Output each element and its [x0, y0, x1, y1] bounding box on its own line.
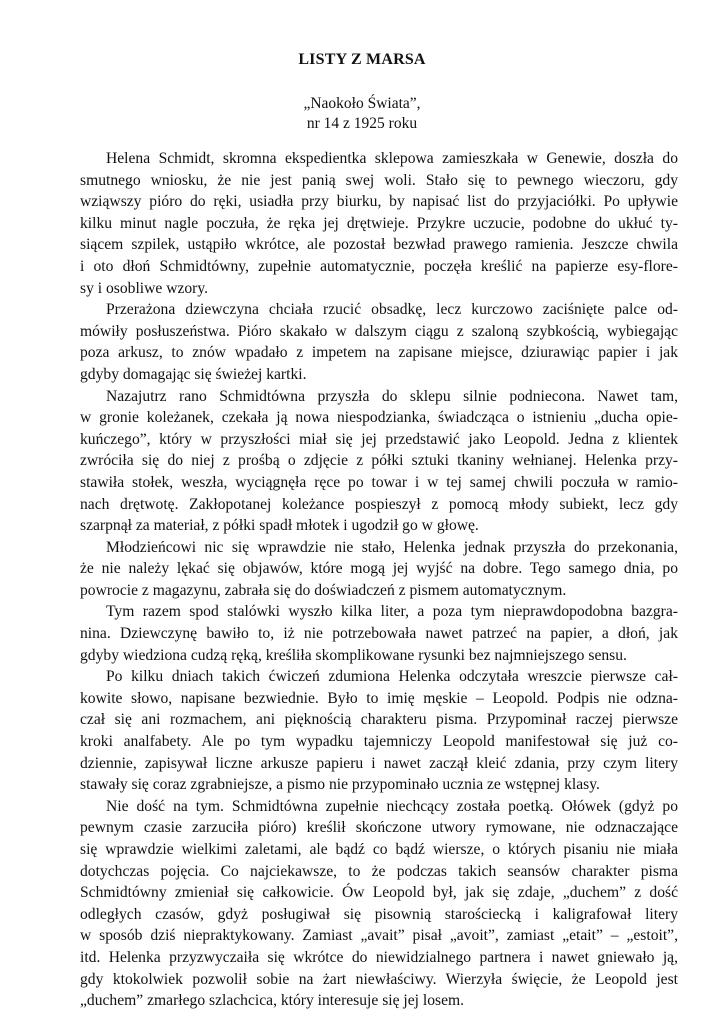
paragraph-line: się wprawdzie wielkimi zaletami, ale bądź co bądź wiersze, o których pisaniu nie miała: [80, 841, 678, 858]
paragraph-line: stawiła stołek, weszła, wyciągnęła ręce po towar i w tej samej chwili poczuła w ramio-: [80, 473, 678, 491]
paragraph-line: Przerażona dziewczyna chciała rzucić obsadkę, lecz kurczowo zaciśnięte palce od-: [106, 301, 678, 319]
paragraph-line: kuńczego”, który w przyszłości miał się jej przedstawić jako Leopold. Jedna z klientek: [80, 430, 678, 448]
paragraph-line: smutnego wniosku, że nie jest panią swej woli. Stało się to pewnego wieczoru, gdy: [80, 171, 678, 189]
paragraph-line: Młodzieńcowi nic się wprawdzie nie stało, Helenka jednak przyszła do przekonania,: [106, 538, 678, 556]
paragraph-line: kroki analfabety. Ale po tym wypadku tajemniczy Leopold manifestował się już co-: [80, 733, 678, 751]
paragraph: [80, 299, 678, 385]
source-line-1: „Naokoło Świata”,: [303, 95, 421, 112]
paragraph: [80, 796, 678, 1012]
paragraph: [80, 537, 678, 602]
paragraph-line: szarpnął za materiał, z półki spadł młotek i ugodził go w głowę.: [80, 517, 479, 535]
paragraph-line: siącem szpilek, ustąpiło wkrótce, ale pozostał bezwład prawego ramienia. Jeszcze chwila: [80, 236, 678, 254]
paragraph: [80, 148, 678, 299]
paragraph-line: Tym razem spod stalówki wyszło kilka liter, a poza tym nieprawdopodobna bazgra-: [106, 603, 678, 621]
paragraph-line: mówiły posłuszeństwa. Pióro skakało w dalszym ciągu z szaloną szybkością, wybiegając: [80, 322, 678, 340]
paragraph-line: dziennie, zapisywał liczne arkusze papieru i nawet zaczął kleić zdania, przy czym litery: [80, 754, 678, 772]
paragraph-line: Nazajutrz rano Schmidtówna przyszła do sklepu silnie podniecona. Nawet tam,: [106, 387, 678, 405]
paragraph-line: Nie dość na tym. Schmidtówna zupełnie niechcący została poetką. Ołówek (gdyż po: [106, 797, 678, 815]
paragraph-line: sy i osobliwe wzory.: [80, 279, 209, 297]
paragraph-line: powrocie z magazynu, zabrała się do doświadczeń z pismem automatycznym.: [80, 581, 567, 599]
source-citation: [0, 94, 724, 134]
paragraph-line: w gronie koleżanek, czekała ją nowa niespodzianka, świadcząca o istnieniu „ducha opie-: [80, 409, 678, 427]
paragraph-line: nina. Dziewczynę bawiło to, iż nie potrzebowała nawet patrzeć na papier, a dłoń, jak: [80, 625, 678, 643]
paragraph-line: Helena Schmidt, skromna ekspedientka sklepowa zamieszkała w Genewie, doszła do: [106, 150, 678, 167]
paragraph-line: w sposób dziś niepraktykowany. Zamiast „avait” pisał „avoit”, zamiast „etait” – „estoit”,: [80, 927, 678, 945]
paragraph-line: gdyby domagając się świeżej kartki.: [80, 365, 307, 383]
paragraph-line: kowite słowo, napisane bezwiednie. Było to imię męskie – Leopold. Podpis nie odzna-: [80, 689, 678, 707]
paragraph-line: zwróciła się do niej z prośbą o zdjęcie z półki sztuki tkaniny wełnianej. Helenka przy-: [80, 452, 678, 470]
paragraph-line: gdyby wiedziona cudzą ręką, kreśliła skomplikowane rysunki bez najmniejszego sensu.: [80, 646, 627, 664]
paragraph-line: gdy ktokolwiek pozwolił sobie na żart niewłaściwy. Wierzyła święcie, że Leopold jest: [80, 970, 678, 988]
paragraph: [80, 386, 678, 537]
paragraph-line: „duchem” zmarłego szlachcica, który interesuje się jej losem.: [80, 992, 465, 1010]
paragraph-line: poza arkusz, to znów wpadało z impetem na zapisane miejsce, dziurawiąc papier i jak: [80, 344, 678, 362]
paragraph-line: czał się ani rozmachem, ani pięknością charakteru pisma. Przypominał raczej pierwsze: [80, 711, 678, 729]
source-line-2: nr 14 z 1925 roku: [306, 115, 418, 132]
paragraph-line: itd. Helenka przyzwyczaiła się wkrótce do niewidzialnego partnera i nawet gniewało ją,: [80, 948, 678, 966]
paragraph-line: odległych czasów, gdyż posługiwał się pisownią starościecką i kaligrafował litery: [80, 905, 678, 923]
document-title: LISTY Z MARSA: [298, 51, 426, 68]
paragraph: [80, 601, 678, 666]
paragraph-line: pewnym czasie zarzuciła pióro) kreślił skończone utwory rymowane, nie odznaczające: [80, 819, 678, 837]
paragraph-line: stawały się coraz zgrabniejsze, a pismo nie przypominało ucznia ze wstępnej klasy.: [80, 776, 600, 794]
paragraph: [80, 666, 678, 796]
paragraph-line: dotychczas pojęcia. Co najciekawsze, to że podczas takich seansów charakter pisma: [80, 862, 678, 880]
paragraph-line: kilku minut nagle poczuła, że ręka jej drętwieje. Przykre uczucie, podobne do ukłuć ty-: [80, 214, 678, 232]
paragraph-line: Po kilku dniach takich ćwiczeń zdumiona Helenka odczytała wreszcie pierwsze cał-: [106, 668, 678, 686]
paragraph-line: Schmidtówny zmieniał się całkowicie. Ów Leopold był, jak się zdaje, „duchem” z dość: [80, 884, 678, 902]
paragraph-line: i oto dłoń Schmidtówny, zupełnie automatycznie, poczęła kreślić na papierze esy-flore-: [80, 257, 678, 275]
article-body: [80, 148, 678, 1012]
paragraph-line: że nie należy lękać się objawów, które mogą jej wyjść na dobre. Tego samego dnia, po: [80, 560, 678, 578]
paragraph-line: wziąwszy pióro do ręki, usiadła przy biurku, by napisać list do przyjaciółki. Po upływie: [80, 193, 678, 211]
paragraph-line: nach drętwotę. Zakłopotanej koleżance pospieszył z pomocą młody subiekt, lecz gdy: [80, 495, 678, 513]
